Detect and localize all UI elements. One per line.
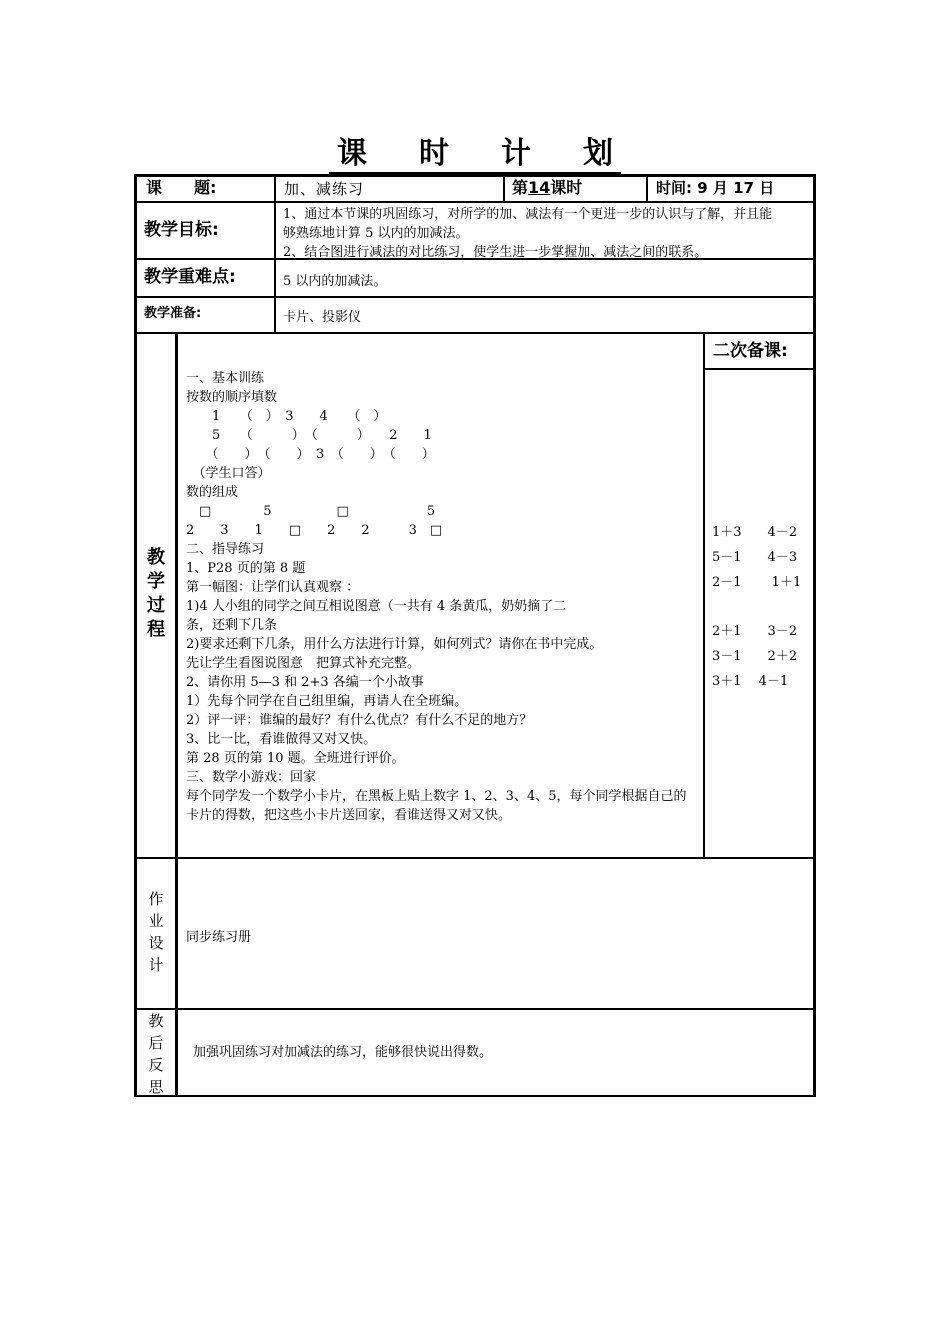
lesson-time: 时间: 9 月 17 日 [656,179,775,197]
process-content: 一、基本训练 按数的顺序填数 1 （ ） 3 4 （ ） 5 （ ） （ ） 2 1 （ ） （ ） 3 （ ） （ ） （学生口答） 数的组成 □ 5 □ 5 2 3 1 □ 2 2 3 □ 二、指导练习 1、P28 页的第 8 题 第一幅图：让学们认真观察 ： 1)4 人小组的同学之间互相说图意（一共有 4 条黄瓜，奶奶摘了二 条，还剩下几条 2)要求还剩下几条，用什么方法进行计算，如何列式？请你在书中完成。 先让学生看图说图意 把算式补充完整。 2、请你用 5—3 和 2+3 各编一个小故事 1）先每个同学在自己组里编，再请人在全班编。 2）评一评：谁编的最好？有什么优点？有什么不足的地方？ 3、比一比，看谁做得又对又快。 第 28 页的第 10 题。全班进行评价。 三、数学小游戏：回家 每个同学发一个数学小卡片，在黑板上贴上数字 1、2、3、4、5，每个同学根据自己的 卡片的得数，把这些小卡片送回家，看谁送得又对又快。 [186,371,687,823]
second-prep-group-2: 2＋1 3－2 3－1 2＋2 3＋1 4－1 [712,624,798,689]
reflection-value: 加强巩固练习对加减法的练习，能够很快说出得数。 [193,1045,493,1060]
process-label: 教 学 过 程 [147,547,165,640]
lesson-number: 第14课时 [512,178,583,197]
prep-value: 卡片、投影仪 [283,310,362,325]
reflection-label: 教 后 反 思 [148,1012,164,1096]
difficulty-label: 教学重难点: [144,267,236,287]
topic-label: 课 题: [146,178,217,197]
second-prep-group-1: 1＋3 4－2 5－1 4－3 2－1 1＋1 [712,525,802,590]
second-prep-label: 二次备课: [713,341,788,361]
page-title: 课 时 计 划 [0,128,950,172]
prep-label: 教学准备: [144,306,202,321]
topic-value: 加、减练习 [284,180,365,198]
homework-value: 同步练习册 [186,930,252,945]
goals-text: 1、通过本节课的巩固练习，对所学的加、减法有一个更进一步的认识与了解，并且能 够熟练地计算 5 以内的加减法。 2、结合图进行减法的对比练习，使学生进一步掌握加、减法之间的联系。 [283,207,773,260]
goals-label: 教学目标: [144,220,219,240]
difficulty-value: 5 以内的加减法。 [283,274,387,289]
homework-label: 作 业 设 计 [148,890,164,974]
